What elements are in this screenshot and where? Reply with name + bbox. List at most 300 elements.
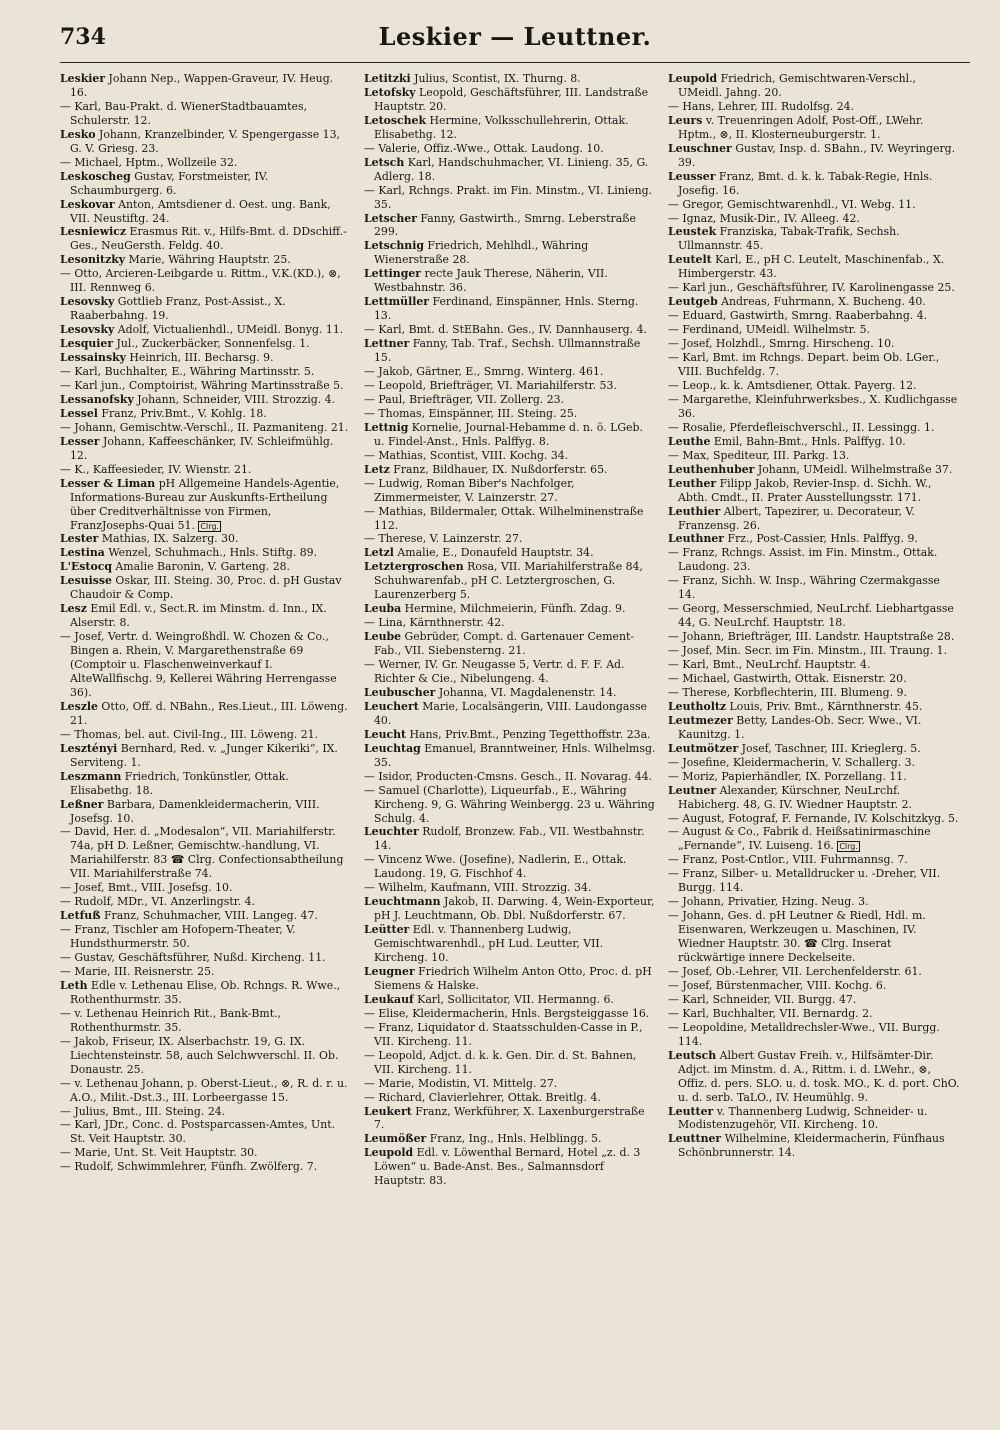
entry-text: — Otto, Arcieren-Leibgarde u. Rittm., V.K.(KD.), ⊗, III. Rennweg 6. <box>60 267 341 295</box>
directory-entry <box>668 770 960 784</box>
directory-entry <box>668 421 960 435</box>
directory-entry <box>668 142 960 170</box>
entry-surname: Lesovsky <box>60 323 115 337</box>
entry-surname: L'Estocq <box>60 560 112 574</box>
entry-text: Jul., Zuckerbäcker, Sonnenfelsg. 1. <box>113 337 310 351</box>
entry-text: — Rosalie, Pferdefleischverschl., II. Lessingg. 1. <box>668 420 935 434</box>
entry-text: Johann, Kaffeeschänker, IV. Schleifmühlg. 12. <box>70 434 334 462</box>
entry-text: Edl. v. Löwenthal Bernard, Hotel „z. d. 3 Löwen“ u. Bade-Anst. Bes., Salmannsdorf Hauptstr. 83. <box>374 1146 641 1188</box>
entry-text: — Werner, IV. Gr. Neugasse 5, Vertr. d. F. F. Ad. Richter & Cie., Nibelungeng. 4. <box>364 658 625 685</box>
header-rule <box>60 62 970 63</box>
entry-text: — Gregor, Gemischtwarenhdl., VI. Webg. 11. <box>668 197 916 211</box>
directory-entry <box>668 965 960 979</box>
entry-text: — Rudolf, Schwimmlehrer, Fünfh. Zwölferg. 7. <box>60 1160 318 1174</box>
entry-text: Frz., Post-Cassier, Hnls. Palffyg. 9. <box>724 532 918 546</box>
entry-text: — Karl, Bmt. im Rchngs. Depart. beim Ob. LGer., VIII. Buchfeldg. 7. <box>668 351 940 379</box>
directory-entry <box>60 337 352 351</box>
entry-text: — Moriz, Papierhändler, IX. Porzellang. 11. <box>668 769 907 783</box>
entry-text: Fanny, Tab. Traf., Sechsh. Ullmannstraße 15. <box>374 337 641 365</box>
entry-surname: Letitzki <box>364 72 411 85</box>
directory-entry <box>668 198 960 212</box>
directory-entry <box>364 532 656 546</box>
entry-surname: Leuthner <box>668 532 725 546</box>
directory-entry <box>364 86 656 114</box>
entry-text: Fanny, Gastwirth., Smrng. Leberstraße 299. <box>374 211 636 239</box>
directory-entry <box>364 365 656 379</box>
directory-entry <box>60 267 352 295</box>
entry-text: — Johann, Ges. d. pH Leutner & Riedl, Hdl. m. Eisenwaren, Werkzeugen u. Maschinen, IV. Wiedner Hauptstr. 30. ☎ Clrg. Inserat rückwärtige innere Deckelseite. <box>668 909 926 965</box>
entry-text: Otto, Off. d. NBahn., Res.Lieut., III. Löweng. 21. <box>70 699 348 727</box>
entry-text: — Josef, Holzhdl., Smrng. Hirscheng. 10. <box>668 337 895 351</box>
directory-entry <box>668 532 960 546</box>
entry-surname: Leutsch <box>668 1048 717 1062</box>
directory-entry <box>364 239 656 267</box>
directory-entry <box>364 602 656 616</box>
directory-entry <box>60 1160 352 1174</box>
entry-text: Gustav, Insp. d. SBahn., IV. Weyringerg. 39. <box>678 141 956 169</box>
entry-text: — Eduard, Gastwirth, Smrng. Raaberbahng. 4. <box>668 309 928 323</box>
directory-entry <box>364 1021 656 1049</box>
entry-text: Karl, Sollicitator, VII. Hermanng. 6. <box>413 992 614 1006</box>
entry-text: — Samuel (Charlotte), Liqueurfab., E., Währing Kircheng. 9, G. Währing Weinbergg. 23 u. Währing Schulg. 4. <box>364 783 655 825</box>
directory-entry <box>668 505 960 533</box>
entry-text: — Leopoldine, Metalldrechsler-Wwe., VII. Burgg. 114. <box>668 1020 940 1048</box>
directory-entry <box>60 100 352 128</box>
entry-text: Franz, Bildhauer, IX. Nußdorferstr. 65. <box>389 462 608 476</box>
entry-text: Friedrich, Gemischtwaren-Verschl., UMeidl. Jahng. 20. <box>678 72 917 99</box>
entry-text: — August & Co., Fabrik d. Heißsatinirmaschine „Fernande“, IV. Luiseng. 16. <box>668 825 931 853</box>
entry-text: — Leop., k. k. Amtsdiener, Ottak. Payerg. 12. <box>668 378 917 392</box>
entry-text: Johann Nep., Wappen-Graveur, IV. Heug. 16. <box>70 72 334 99</box>
entry-text: — Leopold, Briefträger, VI. Mariahilferstr. 53. <box>364 378 617 392</box>
entry-surname: Letfuß <box>60 909 101 923</box>
entry-text: — Franz, Liquidator d. Staatsschulden-Casse in P., VII. Kircheng. 11. <box>364 1020 643 1048</box>
directory-entry <box>60 881 352 895</box>
directory-entry <box>668 295 960 309</box>
entry-text: Amalie, E., Donaufeld Hauptstr. 34. <box>393 546 594 560</box>
entry-text: — Karl jun., Geschäftsführer, IV. Karolinengasse 25. <box>668 281 955 295</box>
directory-entry <box>364 1091 656 1105</box>
directory-entry <box>364 449 656 463</box>
entry-text: — Marie, III. Reisnerstr. 25. <box>60 965 215 978</box>
entry-text: — Karl, Buchhalter, VII. Bernardg. 2. <box>668 1006 873 1020</box>
directory-entry <box>364 72 656 86</box>
entry-surname: Lester <box>60 532 99 546</box>
entry-text: — Vincenz Wwe. (Josefine), Nadlerin, E., Ottak. Laudong. 19, G. Fischhof 4. <box>364 853 627 881</box>
directory-entry <box>668 1007 960 1021</box>
entry-text: Franziska, Tabak-Trafik, Sechsh. Ullmannstr. 45. <box>678 225 900 253</box>
directory-entry <box>364 267 656 295</box>
entry-text: Johanna, VI. Magdalenenstr. 14. <box>435 685 617 699</box>
directory-entry <box>60 72 352 100</box>
entry-text: Marie, Localsängerin, VIII. Laudongasse 40. <box>374 699 647 727</box>
entry-text: Betty, Landes-Ob. Secr. Wwe., VI. Kaunitzg. 1. <box>678 713 922 741</box>
page-number: 734 <box>60 24 106 50</box>
directory-entry <box>60 393 352 407</box>
directory-entry <box>364 853 656 881</box>
entry-text: Jakob, II. Darwing. 4, Wein-Exporteur, pH J. Leuchtmann, Ob. Dbl. Nußdorferstr. 67. <box>374 895 655 923</box>
clearing-badge: Clrg. <box>200 521 219 531</box>
entry-surname: Lettnig <box>364 420 409 434</box>
directory-entry <box>364 1132 656 1146</box>
entry-text: — Thomas, Einspänner, III. Steing. 25. <box>364 406 578 420</box>
directory-entry <box>364 184 656 212</box>
directory-entry <box>364 560 656 602</box>
directory-entry <box>364 337 656 365</box>
directory-entry <box>668 1132 960 1160</box>
entry-surname: Leustek <box>668 225 717 239</box>
directory-entry <box>364 1007 656 1021</box>
entry-text: — Wilhelm, Kaufmann, VIII. Strozzig. 34. <box>364 881 592 895</box>
entry-text: — Johann, Gemischtw.-Verschl., II. Pazmaniteng. 21. <box>60 420 349 434</box>
entry-surname: Lettinger <box>364 267 421 281</box>
entry-text: Wilhelmine, Kleidermacherin, Fünfhaus Schönbrunnerstr. 14. <box>678 1132 945 1160</box>
entry-surname: Lessanofsky <box>60 392 134 406</box>
entry-text: — Gustav, Geschäftsführer, Nußd. Kircheng. 11. <box>60 951 326 965</box>
entry-surname: Leutholtz <box>668 699 727 713</box>
directory-entry <box>364 895 656 923</box>
entry-text: Rudolf, Bronzew. Fab., VII. Westbahnstr. 14. <box>374 825 645 853</box>
entry-surname: Leukert <box>364 1104 412 1118</box>
entry-text: — Rudolf, MDr., VI. Anzerlingstr. 4. <box>60 895 256 909</box>
directory-entry <box>364 993 656 1007</box>
entry-text: — v. Lethenau Johann, p. Oberst-Lieut., ⊗, R. d. r. u. A.O., Milit.-Dst.3., III. Lorbeergasse 15. <box>60 1076 348 1104</box>
entry-text: — Jakob, Friseur, IX. Alserbachstr. 19, G. IX. Liechtensteinstr. 58, auch Selchwverschl. II. Ob. Donaustr. 25. <box>60 1034 339 1076</box>
directory-entry <box>364 700 656 728</box>
entry-text: Julius, Scontist, IX. Thurng. 8. <box>410 72 581 85</box>
directory-entry <box>60 156 352 170</box>
directory-entry <box>668 825 960 853</box>
entry-text: — Josef, Bmt., VIII. Josefsg. 10. <box>60 881 233 895</box>
entry-surname: Letofsky <box>364 85 416 99</box>
directory-entry <box>668 323 960 337</box>
directory-entry <box>668 114 960 142</box>
directory-entry <box>668 253 960 281</box>
directory-entry <box>364 965 656 993</box>
entry-surname: Letztergroschen <box>364 560 464 574</box>
entry-text: Franz, Bmt. d. k. k. Tabak-Regie, Hnls. Josefig. 16. <box>678 169 933 197</box>
entry-text: Kornelie, Journal-Hebamme d. n. ö. LGeb. u. Findel-Anst., Hnls. Palffyg. 8. <box>374 420 643 448</box>
directory-entry <box>668 337 960 351</box>
entry-text: — v. Lethenau Heinrich Rit., Bank-Bmt., Rothenthurmstr. 35. <box>60 1006 282 1034</box>
entry-text: Friedrich, Tonkünstler, Ottak. Elisabethg. 18. <box>70 769 289 797</box>
entry-text: Hermine, Milchmeierin, Fünfh. Zdag. 9. <box>401 602 626 616</box>
entry-surname: Lesser <box>60 434 100 448</box>
entry-surname: Leutmezer <box>668 713 733 727</box>
entry-text: Mathias, IX. Salzerg. 30. <box>98 532 239 546</box>
directory-entry <box>60 198 352 226</box>
directory-entry <box>668 644 960 658</box>
directory-entry <box>60 895 352 909</box>
entry-text: Josef, Taschner, III. Krieglerg. 5. <box>738 741 921 755</box>
entry-text: — Karl, Bmt., NeuLrchf. Hauptstr. 4. <box>668 658 871 672</box>
directory-entry <box>60 463 352 477</box>
directory-entry <box>364 742 656 770</box>
directory-entry <box>668 72 960 100</box>
entry-surname: Leupold <box>364 1146 414 1160</box>
entry-text: — Johann, Privatier, Hzing. Neug. 3. <box>668 895 869 909</box>
entry-surname: Leugner <box>364 965 415 978</box>
directory-entry <box>668 435 960 449</box>
directory-entry <box>60 770 352 798</box>
entry-text: Louis, Priv. Bmt., Kärnthnerstr. 45. <box>726 699 923 713</box>
entry-text: — Therese, Korbflechterin, III. Blumeng. 9. <box>668 685 907 699</box>
entry-surname: Leütter <box>364 923 410 937</box>
entry-text: — Hans, Lehrer, III. Rudolfsg. 24. <box>668 99 855 113</box>
directory-entry <box>60 700 352 728</box>
directory-entry <box>364 1146 656 1188</box>
directory-entry <box>60 1007 352 1035</box>
directory-entry <box>668 672 960 686</box>
columns <box>60 72 970 1188</box>
entry-surname: Lesniewicz <box>60 225 127 239</box>
directory-entry <box>668 979 960 993</box>
directory-entry <box>668 351 960 379</box>
entry-text: — Elise, Kleidermacherin, Hnls. Bergsteiggasse 16. <box>364 1006 650 1020</box>
directory-entry <box>60 951 352 965</box>
directory-entry <box>60 128 352 156</box>
directory-entry <box>668 784 960 812</box>
directory-entry <box>668 281 960 295</box>
directory-entry <box>364 114 656 142</box>
entry-text: — Michael, Gastwirth, Ottak. Eisnerstr. 20. <box>668 671 907 685</box>
directory-entry <box>668 867 960 895</box>
directory-entry <box>364 505 656 533</box>
entry-text: — Johann, Briefträger, III. Landstr. Hauptstraße 28. <box>668 630 955 644</box>
entry-text: Amalie Baronin, V. Garteng. 28. <box>111 560 291 574</box>
directory-entry <box>60 728 352 742</box>
directory-entry <box>668 1049 960 1105</box>
directory-entry <box>60 965 352 979</box>
directory-entry <box>668 658 960 672</box>
directory-entry <box>668 630 960 644</box>
entry-text: Emil, Bahn-Bmt., Hnls. Palffyg. 10. <box>710 434 906 448</box>
entry-surname: Leube <box>364 630 402 644</box>
entry-text: Franz, Werkführer, X. Laxenburgerstraße 7. <box>374 1104 645 1132</box>
entry-text: — Marie, Modistin, VI. Mittelg. 27. <box>364 1076 558 1090</box>
entry-text: Johann, Schneider, VIII. Strozzig. 4. <box>133 392 336 406</box>
directory-entry <box>60 407 352 421</box>
entry-text: Heinrich, III. Becharsg. 9. <box>125 351 274 365</box>
entry-text: — Franz, Sichh. W. Insp., Währing Czermakgasse 14. <box>668 574 940 602</box>
directory-entry <box>668 100 960 114</box>
entry-text: Emil Edl. v., Sect.R. im Minstm. d. Inn., IX. Alserstr. 8. <box>70 602 327 630</box>
entry-text: Erasmus Rit. v., Hilfs-Bmt. d. DDschiff.-Ges., NeuGersth. Feldg. 40. <box>70 225 347 253</box>
entry-text: — Therese, V. Lainzerstr. 27. <box>364 532 523 546</box>
entry-text: Anton, Amtsdiener d. Oest. ung. Bank, VII. Neustiftg. 24. <box>70 197 331 225</box>
entry-text: Friedrich Wilhelm Anton Otto, Proc. d. pH Siemens & Halske. <box>374 965 652 992</box>
entry-text: — Josefine, Kleidermacherin, V. Schallerg. 3. <box>668 755 915 769</box>
directory-entry <box>668 463 960 477</box>
entry-text: — Isidor, Producten-Cmsns. Gesch., II. Novarag. 44. <box>364 769 653 783</box>
directory-entry <box>364 323 656 337</box>
entry-text: Johann, UMeidl. Wilhelmstraße 37. <box>754 462 953 476</box>
directory-entry <box>60 742 352 770</box>
directory-entry <box>60 825 352 881</box>
directory-entry <box>60 365 352 379</box>
entry-surname: Leutmötzer <box>668 741 739 755</box>
entry-surname: Letoschek <box>364 113 427 127</box>
directory-entry <box>60 602 352 630</box>
directory-entry <box>364 407 656 421</box>
page-header <box>60 18 970 58</box>
entry-text: — Josef, Bürstenmacher, VIII. Kochg. 6. <box>668 978 887 992</box>
entry-text: Oskar, III. Steing. 30, Proc. d. pH Gustav Chaudoir & Comp. <box>70 574 342 602</box>
entry-text: Andreas, Fuhrmann, X. Bucheng. 40. <box>717 295 926 309</box>
entry-surname: Leupold <box>668 72 718 85</box>
directory-entry <box>60 630 352 700</box>
directory-entry <box>60 532 352 546</box>
directory-entry <box>60 379 352 393</box>
directory-entry <box>364 463 656 477</box>
entry-surname: Leurs <box>668 113 703 127</box>
directory-entry <box>60 979 352 1007</box>
entry-text: Albert, Tapezirer, u. Decorateur, V. Franzensg. 26. <box>678 504 915 532</box>
directory-entry <box>364 825 656 853</box>
entry-text: Johann, Kranzelbinder, V. Spengergasse 13, G. V. Griesg. 23. <box>70 127 340 155</box>
entry-text: Gustav, Forstmeister, IV. Schaumburgerg. 6. <box>70 169 269 197</box>
directory-entry <box>668 212 960 226</box>
directory-entry <box>364 379 656 393</box>
directory-entry <box>364 881 656 895</box>
directory-entry <box>60 421 352 435</box>
directory-entry <box>60 1035 352 1077</box>
entry-surname: Leuchter <box>364 825 419 839</box>
entry-surname: Leskoscheg <box>60 169 131 183</box>
directory-entry <box>668 477 960 505</box>
entry-surname: Lesser & Liman <box>60 476 156 490</box>
entry-surname: Leuthenhuber <box>668 462 755 476</box>
entry-text: Hans, Priv.Bmt., Penzing Tegetthoffstr. 23a. <box>406 727 651 741</box>
directory-entry <box>668 812 960 826</box>
entry-text: Albert Gustav Freih. v., Hilfsämter-Dir. Adjct. im Minstm. d. A., Rittm. i. d. LWehr., ⊗, Offiz. d. pers. SLO. u. d. tosk. MO., K. d. port. ChO. u. d. serb. TaLO., IV. Heumühlg. 9. <box>678 1048 960 1104</box>
directory-entry <box>668 393 960 421</box>
entry-text: Karl, Handschuhmacher, VI. Linieng. 35, G. Adlerg. 18. <box>374 155 649 183</box>
entry-text: — Franz, Rchngs. Assist. im Fin. Minstm., Ottak. Laudong. 23. <box>668 546 938 574</box>
entry-surname: Leuchtmann <box>364 895 441 909</box>
entry-surname: Lesuisse <box>60 574 112 588</box>
entry-surname: Leuttner <box>668 1132 722 1146</box>
directory-entry <box>668 170 960 198</box>
entry-surname: Lessainsky <box>60 351 126 365</box>
directory-entry <box>668 309 960 323</box>
directory-entry <box>60 170 352 198</box>
entry-text: — Josef, Vertr. d. Weingroßhdl. W. Chozen & Co., Bingen a. Rhein, V. Margarethenstraße 69 (Comptoir u. Flaschenweinverkauf I. AlteWallfischg. 9, Kellerei Währing Herrengasse 36). <box>60 630 337 699</box>
entry-surname: Leuchtag <box>364 741 421 755</box>
entry-surname: Leutter <box>668 1104 714 1118</box>
entry-text: — Karl, Bmt. d. StEBahn. Ges., IV. Dannhauserg. 4. <box>364 323 647 337</box>
directory-entry <box>60 323 352 337</box>
directory-entry <box>364 156 656 184</box>
entry-surname: Leutelt <box>668 253 712 267</box>
directory-entry <box>668 225 960 253</box>
directory-entry <box>364 212 656 240</box>
entry-surname: Lettmüller <box>364 295 430 309</box>
directory-entry <box>668 895 960 909</box>
entry-text: — Josef, Ob.-Lehrer, VII. Lerchenfelderstr. 61. <box>668 965 922 978</box>
entry-text: — August, Fotograf, F. Fernande, IV. Kolschitzkyg. 5. <box>668 811 959 825</box>
directory-entry <box>668 574 960 602</box>
entry-text: Edl. v. Thannenberg Ludwig, Gemischtwarenhdl., pH Lud. Leutter, VII. Kircheng. 10. <box>374 923 604 965</box>
directory-entry <box>60 351 352 365</box>
entry-text: — Mathias, Bildermaler, Ottak. Wilhelminenstraße 112. <box>364 504 644 532</box>
directory-entry <box>364 923 656 965</box>
entry-text: Franz, Schuhmacher, VIII. Langeg. 47. <box>100 909 318 923</box>
entry-surname: Letschnig <box>364 239 424 253</box>
directory-entry <box>364 393 656 407</box>
directory-entry <box>60 295 352 323</box>
entry-surname: Lesztényi <box>60 741 118 755</box>
entry-text: — Karl jun., Comptoirist, Währing Martinsstraße 5. <box>60 378 344 392</box>
entry-surname: Leskovar <box>60 197 115 211</box>
entry-text: — Ferdinand, UMeidl. Wilhelmstr. 5. <box>668 323 870 337</box>
entry-text: — Josef, Min. Secr. im Fin. Minstm., III. Traung. 1. <box>668 644 948 658</box>
directory-entry <box>364 686 656 700</box>
directory-entry <box>60 435 352 463</box>
directory-entry <box>668 602 960 630</box>
entry-surname: Leßner <box>60 797 104 811</box>
entry-text: Barbara, Damenkleidermacherin, VIII. Josefsg. 10. <box>70 797 320 825</box>
entry-text: v. Treuenringen Adolf, Post-Off., LWehr. Hptm., ⊗, II. Klosterneuburgerstr. 1. <box>678 113 924 141</box>
entry-text: — Karl, Rchngs. Prakt. im Fin. Minstm., VI. Linieng. 35. <box>364 183 653 211</box>
entry-text: — Julius, Bmt., III. Steing. 24. <box>60 1104 226 1118</box>
entry-text: — K., Kaffeesieder, IV. Wienstr. 21. <box>60 462 252 476</box>
directory-entry <box>364 630 656 658</box>
directory-entry <box>668 546 960 574</box>
entry-text: — Karl, JDr., Conc. d. Postsparcassen-Amtes, Unt. St. Veit Hauptstr. 30. <box>60 1118 336 1146</box>
entry-text: — Michael, Hptm., Wollzeile 32. <box>60 155 238 169</box>
entry-text: — Karl, Schneider, VII. Burgg. 47. <box>668 992 857 1006</box>
entry-text: Bernhard, Red. v. „Junger Kikeriki“, IX. Serviteng. 1. <box>70 741 338 769</box>
entry-text: v. Thannenberg Ludwig, Schneider- u. Modistenzugehör, VII. Kircheng. 10. <box>678 1104 928 1132</box>
entry-text: — Georg, Messerschmied, NeuLrchf. Liebhartgasse 44, G. NeuLrchf. Hauptstr. 18. <box>668 602 954 630</box>
directory-entry <box>60 798 352 826</box>
directory-entry <box>60 546 352 560</box>
entry-text: — Paul, Briefträger, VII. Zollerg. 23. <box>364 392 565 406</box>
entry-surname: Leuba <box>364 602 402 616</box>
directory-entry <box>668 379 960 393</box>
entry-surname: Leszmann <box>60 769 122 783</box>
directory-entry <box>364 616 656 630</box>
column-3 <box>668 72 960 1188</box>
directory-entry <box>364 546 656 560</box>
clearing-badge: Clrg. <box>839 842 858 852</box>
directory-entry <box>668 993 960 1007</box>
directory-entry <box>364 477 656 505</box>
directory-entry <box>668 853 960 867</box>
directory-entry <box>364 295 656 323</box>
directory-entry <box>60 909 352 923</box>
directory-entry <box>364 1105 656 1133</box>
directory-entry <box>364 784 656 826</box>
entry-text: pH Allgemeine Handels-Agentie, Informations-Bureau zur Auskunfts-Ertheilung über Creditverhältnisse von Firmen, FranzJosephs-Quai 51. <box>70 476 340 532</box>
entry-text: Marie, Währing Hauptstr. 25. <box>125 253 291 267</box>
entry-surname: Leskier <box>60 72 106 85</box>
entry-surname: Letz <box>364 462 390 476</box>
entry-text: — Ludwig, Roman Biber's Nachfolger, Zimmermeister, V. Lainzerstr. 27. <box>364 476 575 504</box>
entry-surname: Leszle <box>60 699 98 713</box>
entry-text: Edle v. Lethenau Elise, Ob. Rchngs. R. Wwe., Rothenthurmstr. 35. <box>70 978 341 1006</box>
entry-text: — Franz, Silber- u. Metalldrucker u. -Dreher, VII. Burgg. 114. <box>668 867 941 895</box>
directory-entry <box>364 1049 656 1077</box>
entry-text: — Karl, Buchhalter, E., Währing Martinsstr. 5. <box>60 365 315 379</box>
entry-surname: Leutgeb <box>668 295 718 309</box>
entry-surname: Leubuscher <box>364 685 436 699</box>
directory-entry <box>668 449 960 463</box>
entry-surname: Lestina <box>60 546 105 560</box>
entry-text: Alexander, Kürschner, NeuLrchf. Habicherg. 48, G. IV. Wiedner Hauptstr. 2. <box>678 783 912 811</box>
directory-entry <box>60 1118 352 1146</box>
